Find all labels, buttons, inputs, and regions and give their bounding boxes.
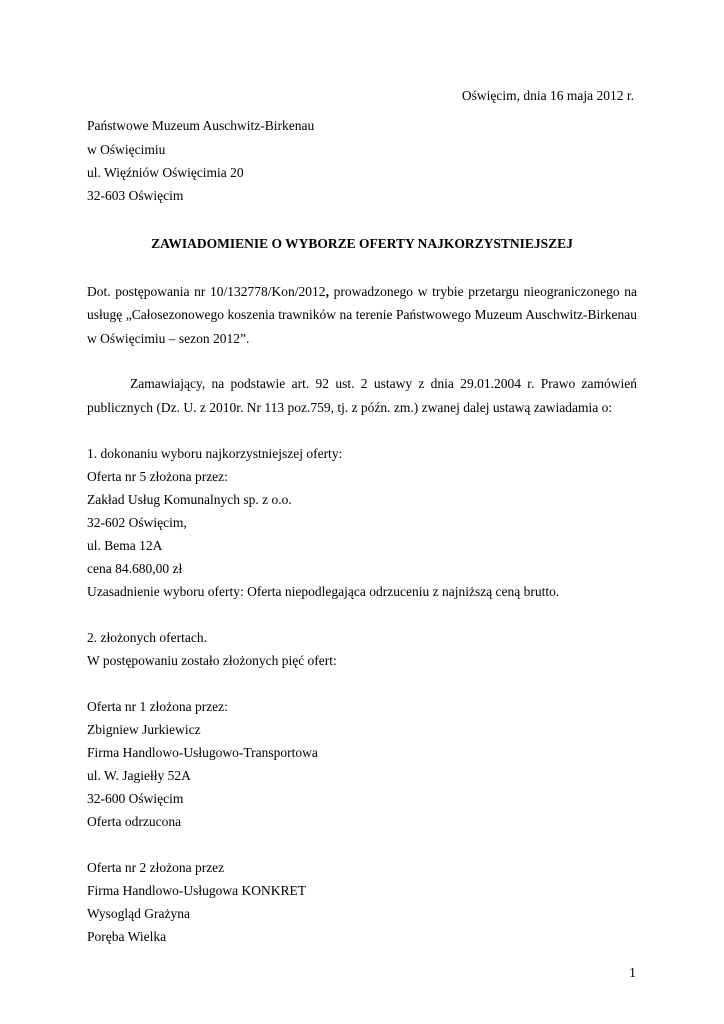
offer-1-line: Firma Handlowo-Usługowo-Transportowa — [87, 745, 318, 760]
section-1-line: ul. Bema 12A — [87, 538, 163, 553]
offer-2-line: Poręba Wielka — [87, 929, 167, 944]
place-date: Oświęcim, dnia 16 maja 2012 r. — [461, 88, 634, 103]
document-title: ZAWIADOMIENIE O WYBORZE OFERTY NAJKORZYSTNIEJSZEJ — [151, 236, 573, 251]
offer-1-line: ul. W. Jagiełły 52A — [87, 768, 191, 783]
section-1-line: 32-602 Oświęcim, — [87, 515, 187, 530]
section-1-line: Zakład Usług Komunalnych sp. z o.o. — [87, 492, 292, 507]
offer-1-line: Oferta nr 1 złożona przez: — [87, 699, 228, 714]
subject-line-3: w Oświęcimiu – sezon 2012”. — [87, 331, 250, 346]
offer-2-line: Oferta nr 2 złożona przez — [87, 860, 225, 875]
intro-line-2: publicznych (Dz. U. z 2010r. Nr 113 poz.759, tj. z późn. zm.) zwanej dalej ustawą zawiadamia o: — [87, 400, 613, 415]
section-1-heading: 1. dokonaniu wyboru najkorzystniejszej oferty: — [87, 446, 343, 461]
subject-line-1-rest: prowadzonego w trybie przetargu nieograniczonego na — [328, 284, 637, 299]
intro-line-1: Zamawiający, na podstawie art. 92 ust. 2 ustawy z dnia 29.01.2004 r. Prawo zamówień — [130, 376, 637, 391]
addressee-line: Państwowe Muzeum Auschwitz-Birkenau — [87, 118, 315, 133]
addressee-line: 32-603 Oświęcim — [87, 188, 184, 203]
section-1-line: Oferta nr 5 złożona przez: — [87, 469, 228, 484]
section-2-heading: 2. złożonych ofertach. — [87, 630, 207, 645]
offer-2-line: Firma Handlowo-Usługowa KONKRET — [87, 883, 306, 898]
subject-line-1 — [87, 284, 637, 300]
section-1-line: cena 84.680,00 zł — [87, 561, 183, 576]
offer-2-line: Wysogląd Grażyna — [87, 906, 191, 921]
section-1-line: Uzasadnienie wyboru oferty: Oferta niepodlegająca odrzuceniu z najniższą ceną brutto. — [87, 584, 560, 599]
subject-line-2: usługę „Całosezonowego koszenia trawników na terenie Państwowego Muzeum Auschwitz-Birkenau — [87, 307, 637, 322]
offer-1-line: 32-600 Oświęcim — [87, 791, 184, 806]
offer-1-line: Zbigniew Jurkiewicz — [87, 722, 201, 737]
section-2-subheading: W postępowaniu zostało złożonych pięć ofert: — [87, 653, 337, 668]
addressee-line: w Oświęcimiu — [87, 142, 166, 157]
page-number: 1 — [629, 966, 636, 981]
offer-1-line: Oferta odrzucona — [87, 814, 182, 829]
bold-comma: , — [325, 284, 329, 299]
addressee-line: ul. Więźniów Oświęcimia 20 — [87, 165, 244, 180]
case-number: Dot. postępowania nr 10/132778/Kon/2012 — [87, 284, 326, 299]
